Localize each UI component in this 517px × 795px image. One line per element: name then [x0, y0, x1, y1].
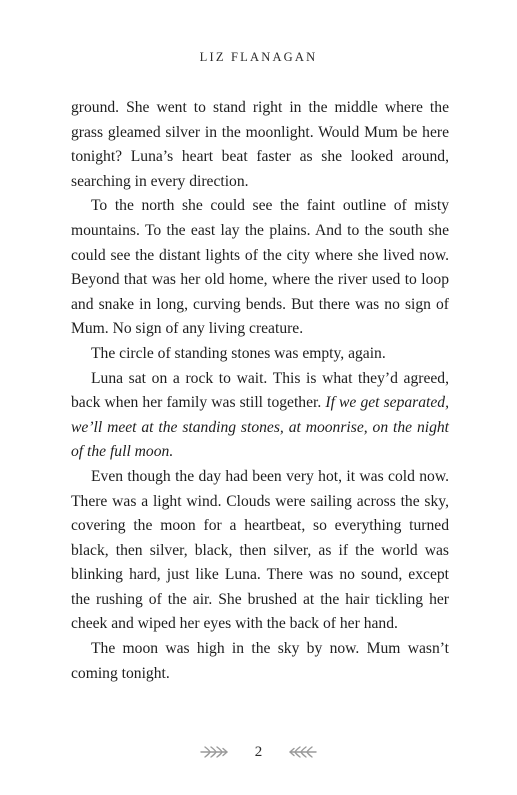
paragraph-4-italic: If we get separated, we’ll meet at the standing stones, at moonrise, on the night of the full moon.: [71, 394, 449, 461]
paragraph-3: The circle of standing stones was empty, again.: [91, 344, 386, 362]
paragraph-1: ground. She went to stand right in the middle where the grass gleamed silver in the moonlight. Would Mum be here tonight? Luna’s heart beat faster as she looked around, searching in every direction.: [71, 99, 449, 190]
folio: [0, 740, 517, 764]
paragraph-5: Even though the day had been very hot, it was cold now. There was a light wind. Clouds were sailing across the sky, covering the moon for a heartbeat, so everything turned black, then silver, black, then silver, as if the world was blinking hard, just like Luna. There was no sound, except the rushing of the air. She brushed at the hair tickling her cheek and wiped her eyes with the back of her hand.: [71, 467, 449, 633]
running-head: LIZ FLANAGAN: [199, 50, 318, 64]
paragraph-2: To the north she could see the faint outline of misty mountains. To the east lay the plains. And to the south she could see the distant lights of the city where she lived now. Beyond that was her old home, where the river used to loop and snake in long, curving bends. But there was no sign of Mum. No sign of any living creature.: [71, 197, 449, 338]
body-text: [71, 96, 449, 686]
page-number: 2: [254, 743, 263, 760]
paragraph-4-text: Luna sat on a rock to wait. This is what they’d agreed, back when her family was still together.: [71, 369, 449, 412]
leaf-arrow-right-icon: [199, 745, 229, 759]
paragraph-6: The moon was high in the sky by now. Mum wasn’t coming tonight.: [71, 640, 449, 682]
leaf-arrow-left-icon: [288, 745, 318, 759]
paragraph-4: [71, 367, 449, 465]
